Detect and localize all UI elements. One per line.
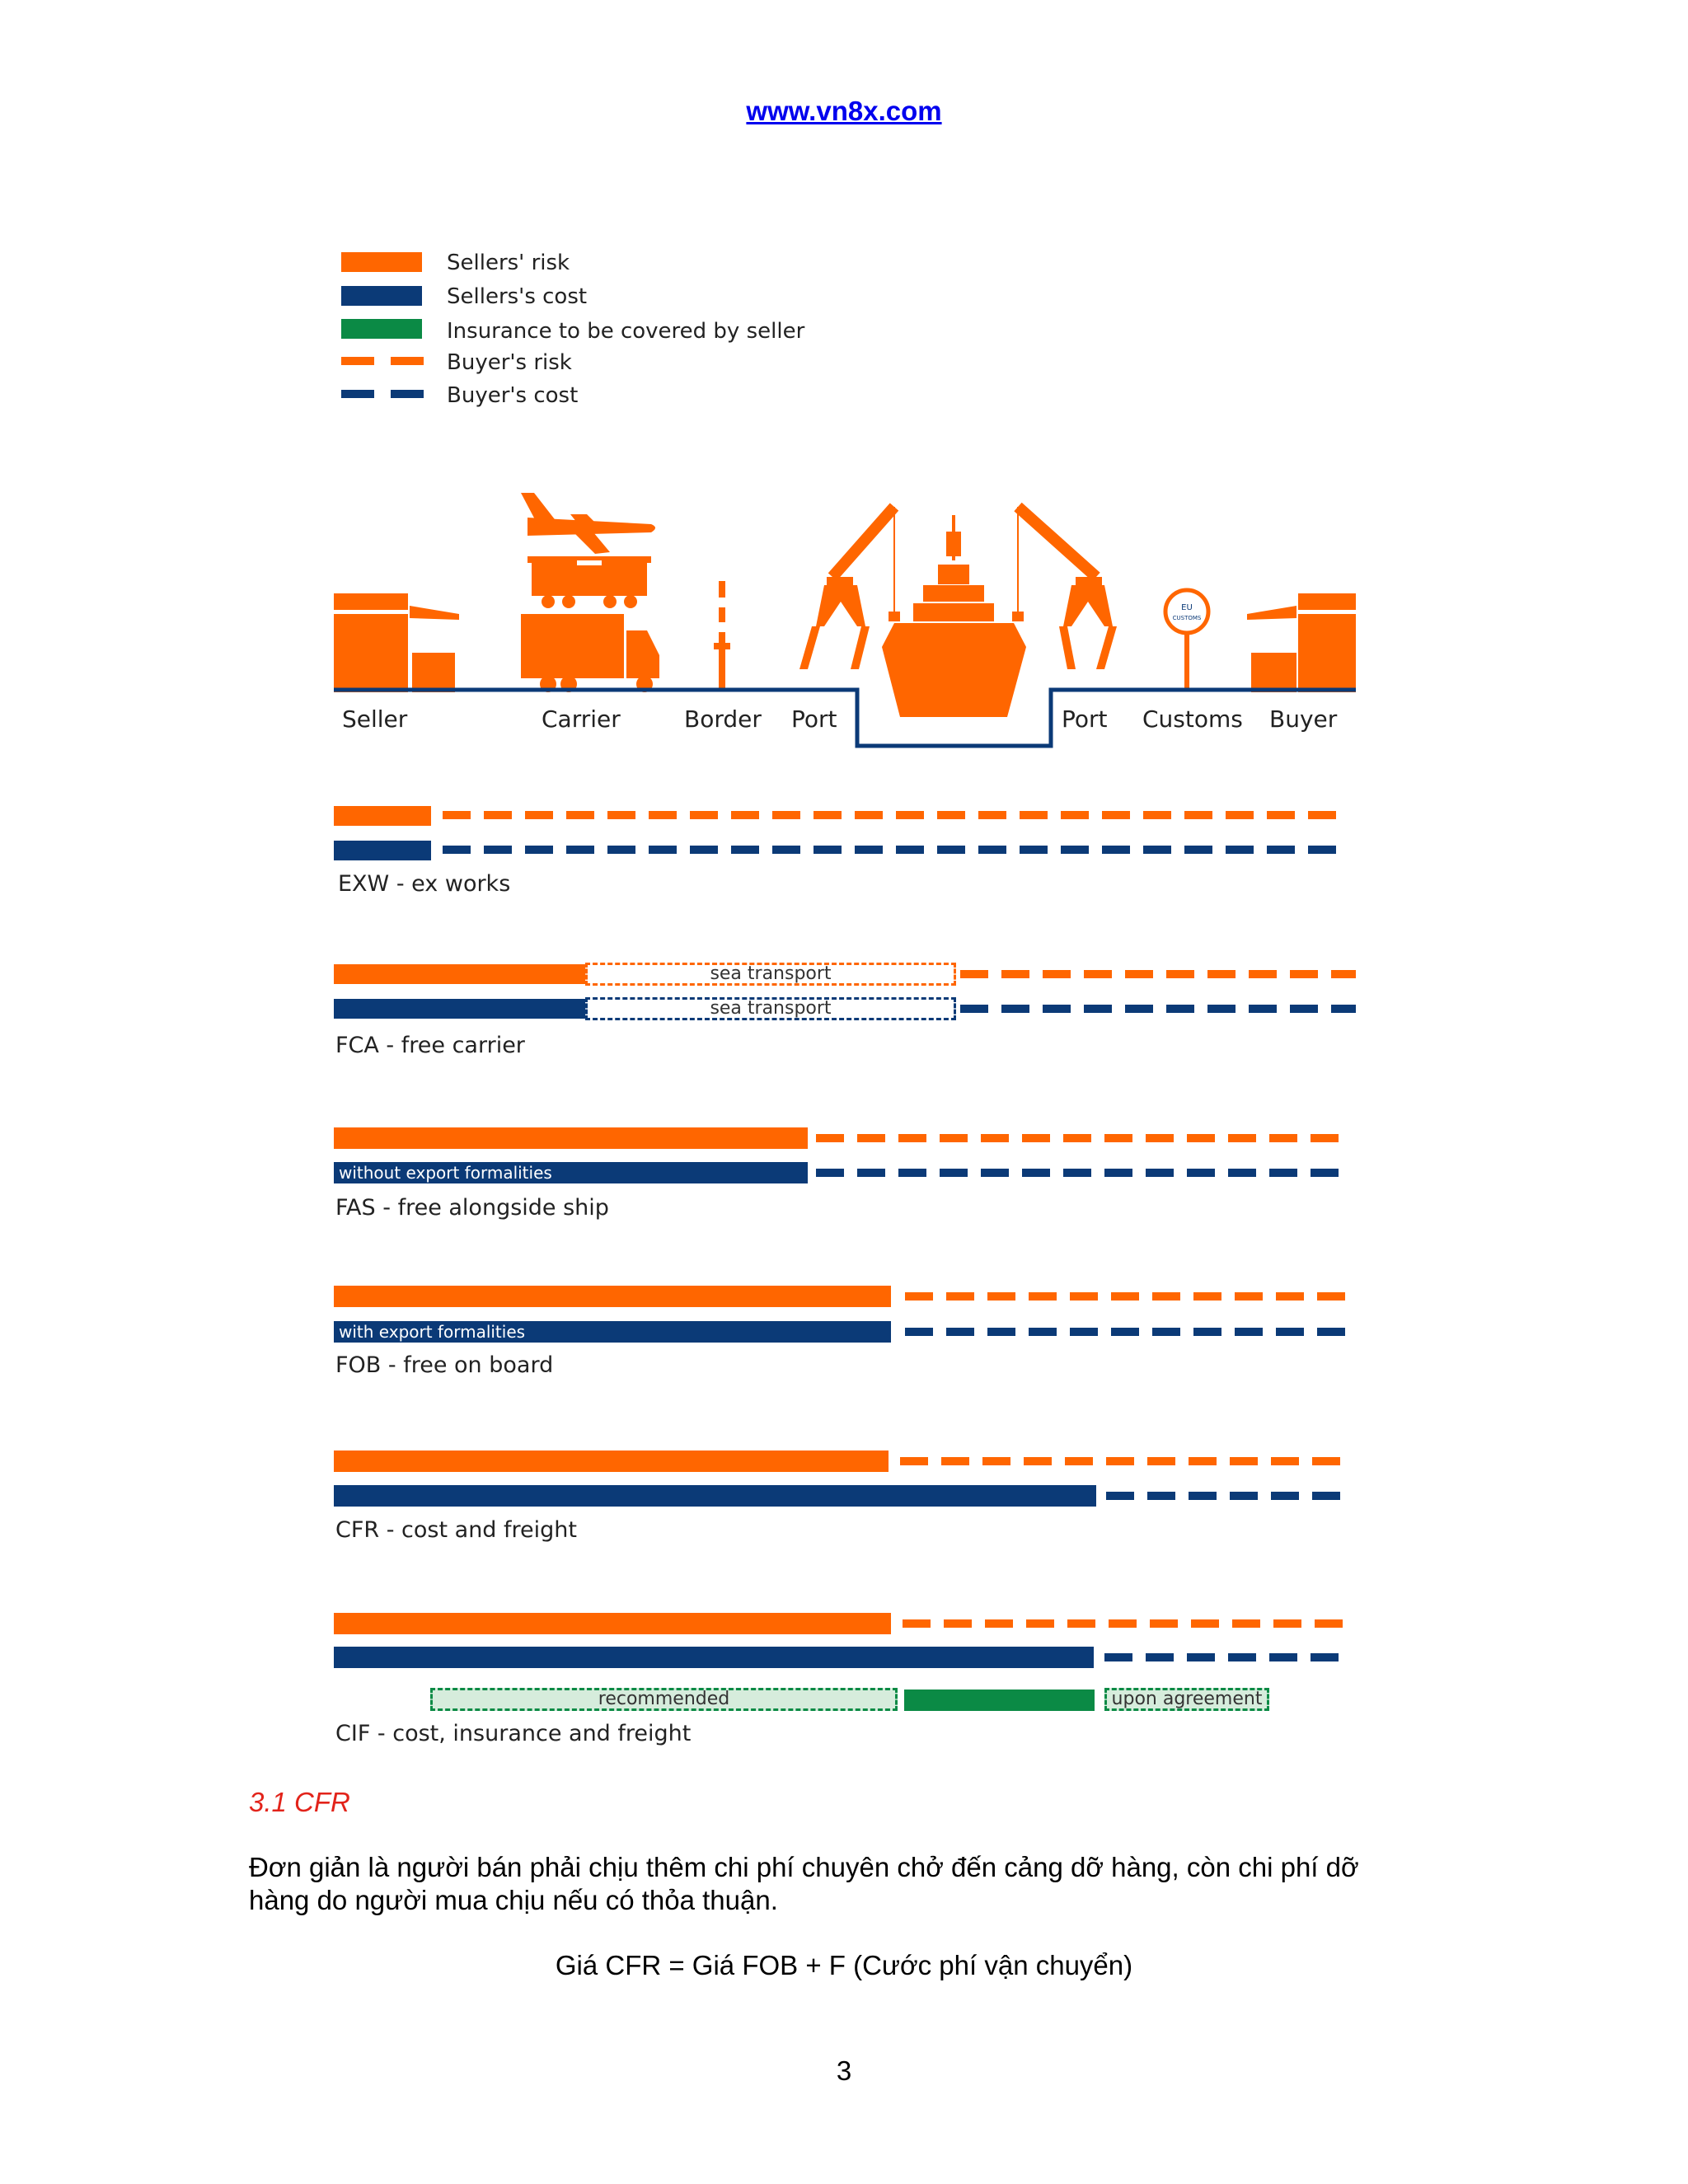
legend-swatch-buyers-cost — [341, 390, 424, 398]
fob-note: with export formalities — [339, 1322, 526, 1342]
crane-icon — [1012, 507, 1117, 669]
legend-swatch-insurance — [341, 319, 422, 339]
legend-swatch-sellers-risk — [341, 252, 422, 272]
buyer-cost-dashes — [1104, 1653, 1348, 1661]
legend-swatch-sellers-cost — [341, 286, 422, 306]
insurance-recommended-box: recommended — [430, 1688, 898, 1711]
seller-risk-bar — [334, 1286, 891, 1307]
buyer-cost-dashes — [905, 1328, 1350, 1336]
fas-note: without export formalities — [339, 1163, 552, 1183]
stage-label-customs: Customs — [1142, 705, 1243, 733]
term-label-cfr: CFR - cost and freight — [335, 1517, 577, 1543]
legend-swatch-buyers-risk — [341, 357, 424, 365]
sea-transport-cost-box: sea transport — [585, 997, 956, 1020]
buyer-risk-dashes — [816, 1134, 1348, 1142]
customs-sign-icon — [1165, 590, 1208, 689]
seller-cost-bar — [334, 841, 431, 860]
term-label-fca: FCA - free carrier — [335, 1033, 525, 1058]
truck-icon — [521, 614, 659, 692]
seller-cost-bar — [334, 1485, 1096, 1507]
section-paragraph: Đơn giản là người bán phải chịu thêm chi phí chuyên chở đến cảng dỡ hàng, còn chi phí dỡ hàng do người mua chịu nếu có thỏa thuận. — [249, 1852, 1359, 1915]
buyer-risk-dashes — [903, 1619, 1348, 1628]
section-title: 3.1 CFR — [249, 1787, 350, 1817]
warehouse-icon — [334, 593, 459, 692]
seller-risk-bar — [334, 964, 585, 984]
legend-label-insurance: Insurance to be covered by seller — [447, 319, 805, 344]
stage-label-port-origin: Port — [791, 705, 837, 733]
legend-label-buyers-risk: Buyer's risk — [447, 350, 572, 375]
seller-risk-bar — [334, 1127, 808, 1149]
legend-label-sellers-cost: Sellers's cost — [447, 284, 588, 309]
stage-label-buyer: Buyer — [1269, 705, 1338, 733]
seller-cost-bar — [334, 1162, 808, 1183]
insurance-upon-agreement-box: upon agreement — [1104, 1688, 1269, 1711]
seller-risk-bar — [334, 806, 431, 826]
page-number: 3 — [836, 2055, 852, 2086]
seller-risk-bar — [334, 1613, 891, 1634]
buyer-risk-dashes — [443, 811, 1348, 819]
stage-label-carrier: Carrier — [542, 705, 621, 733]
customs-sign-text: EU — [1181, 603, 1193, 612]
buyer-cost-dashes — [816, 1169, 1348, 1177]
buyer-risk-dashes — [905, 1292, 1350, 1301]
cfr-formula: Giá CFR = Giá FOB + F (Cước phí vận chuyển) — [555, 1950, 1133, 1980]
term-label-exw: EXW - ex works — [338, 871, 511, 897]
warehouse-icon — [1247, 593, 1356, 692]
seller-risk-bar — [334, 1451, 889, 1472]
term-label-fas: FAS - free alongside ship — [335, 1195, 609, 1221]
stage-label-seller: Seller — [342, 705, 408, 733]
airplane-icon — [521, 493, 655, 554]
buyer-risk-dashes — [960, 970, 1356, 978]
insurance-bar — [904, 1690, 1095, 1711]
transport-diagram — [0, 478, 1688, 750]
border-post-icon — [714, 581, 730, 688]
sea-transport-risk-box: sea transport — [585, 963, 956, 986]
buyer-cost-dashes — [960, 1005, 1356, 1013]
stage-label-port-destination: Port — [1062, 705, 1108, 733]
term-label-fob: FOB - free on board — [335, 1352, 554, 1378]
term-label-cif: CIF - cost, insurance and freight — [335, 1721, 692, 1746]
seller-cost-bar — [334, 1647, 1094, 1668]
seller-cost-bar — [334, 999, 585, 1019]
site-link[interactable]: www.vn8x.com — [746, 96, 942, 126]
seller-cost-bar — [334, 1321, 891, 1343]
train-icon — [528, 556, 651, 608]
customs-sign-subtext: CUSTOMS — [1172, 615, 1202, 621]
ship-icon — [882, 515, 1026, 717]
buyer-cost-dashes — [443, 846, 1348, 854]
buyer-cost-dashes — [1106, 1492, 1348, 1500]
legend-label-buyers-cost: Buyer's cost — [447, 383, 579, 408]
buyer-risk-dashes — [900, 1457, 1348, 1465]
legend-label-sellers-risk: Sellers' risk — [447, 251, 570, 275]
stage-label-border: Border — [684, 705, 762, 733]
